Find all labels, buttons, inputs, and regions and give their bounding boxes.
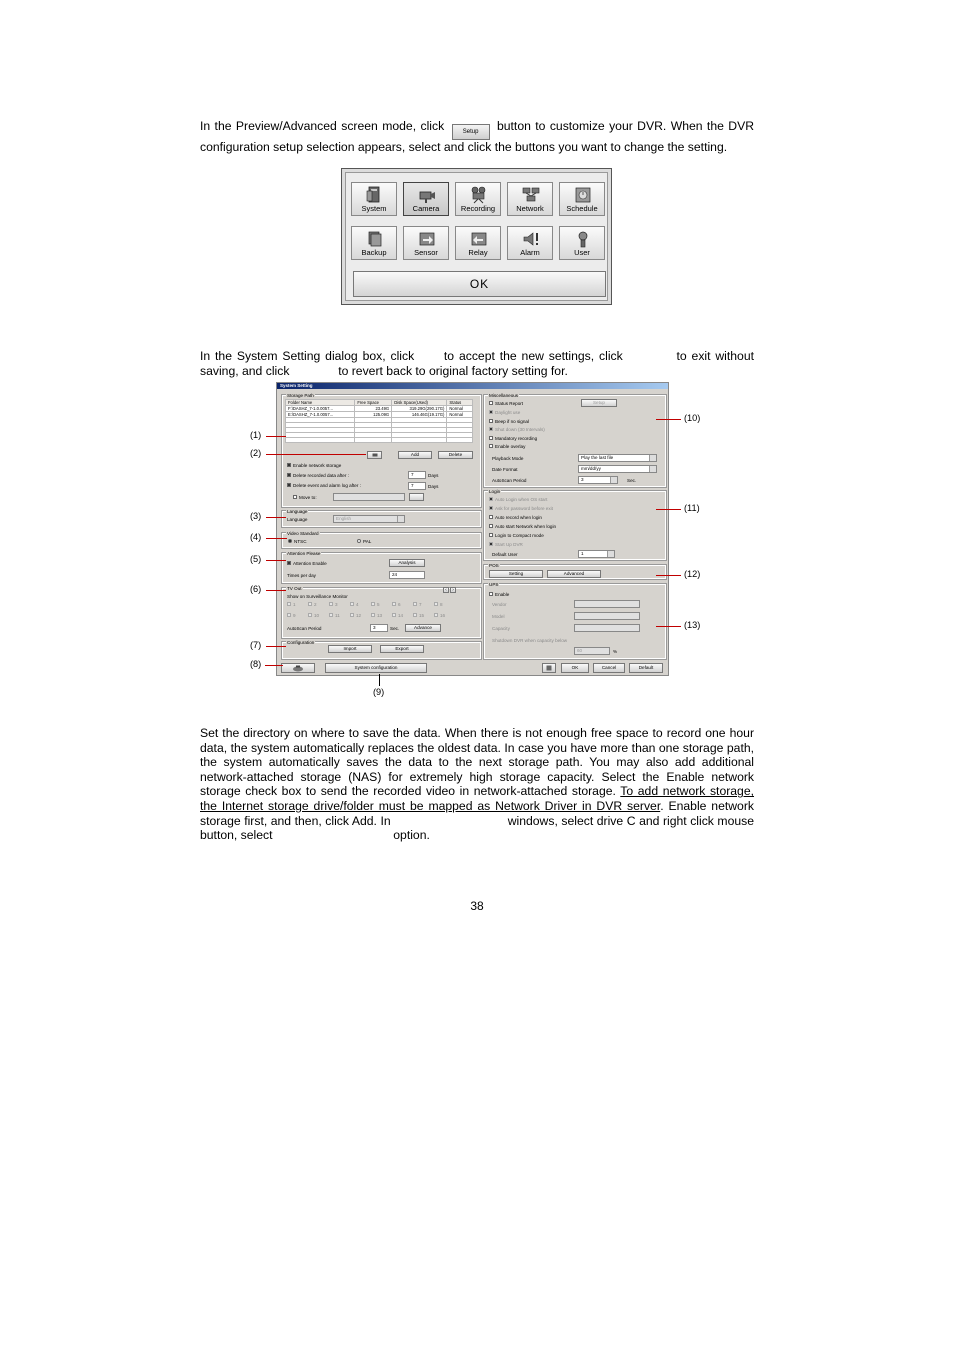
system-icon — [366, 186, 384, 204]
usb-button[interactable] — [281, 663, 315, 673]
pos-title: POS — [489, 563, 499, 568]
default-user-label: Default User — [492, 552, 518, 557]
days-unit-2: Days — [428, 484, 439, 489]
callout-line-2 — [266, 454, 366, 455]
delete-button[interactable]: Delete — [438, 451, 473, 459]
intro-text-1: In the Preview/Advanced screen mode, click — [200, 119, 445, 133]
video-standard-title: Video Standard — [287, 531, 319, 536]
channel-3-checkbox[interactable] — [329, 602, 333, 606]
default-user-value: 1 — [581, 551, 584, 556]
network-button[interactable] — [507, 182, 553, 216]
dialog-title-bar: System Setting — [277, 383, 668, 389]
tv-autoscan-input[interactable]: 3 — [370, 624, 388, 632]
delete-event-checkbox[interactable] — [287, 483, 291, 487]
callout-line-7 — [266, 646, 286, 647]
channel-label: 5 — [377, 602, 380, 607]
delete-recorded-days-input[interactable]: 7 — [408, 471, 426, 479]
alarm-button[interactable] — [507, 226, 553, 260]
sensor-label: Sensor — [414, 248, 438, 257]
delete-event-days-input[interactable]: 7 — [408, 482, 426, 490]
recording-icon — [470, 186, 488, 204]
compact-mode-checkbox[interactable] — [489, 533, 493, 537]
tv-out-prev-button[interactable] — [443, 587, 449, 593]
attention-group — [282, 553, 481, 583]
callout-line-6 — [266, 590, 286, 591]
misc-autoscan-label: AutoScan Period — [492, 478, 527, 483]
callout-11: (11) — [684, 503, 700, 513]
add-button[interactable]: Add — [398, 451, 432, 459]
user-button[interactable] — [559, 226, 605, 260]
ups-shutdown-label: Shutdown DVR when capacity below — [492, 638, 568, 643]
channel-11-checkbox[interactable] — [329, 613, 333, 617]
days-unit-1: Days — [428, 473, 439, 478]
ups-title: UPS — [489, 582, 499, 587]
enable-network-storage-label: Enable network storage — [293, 463, 342, 468]
login-title: Login — [489, 489, 501, 494]
delete-event-label: Delete event and alarm log after : — [293, 483, 361, 488]
system-text-1: In the System Setting dialog box, click — [200, 349, 415, 363]
video-standard-group — [282, 533, 481, 548]
status-cell: Normal — [447, 412, 473, 418]
attention-title: Attention Please — [287, 551, 321, 556]
channel-label: 2 — [314, 602, 317, 607]
auto-login-checkbox[interactable] — [489, 497, 493, 501]
col-folder-name: Folder Name — [286, 400, 355, 406]
daylight-label: Daylight use — [495, 410, 521, 415]
enable-overlay-label: Enable overlay — [495, 444, 526, 449]
pal-label: PAL — [363, 539, 372, 544]
network-drive-button[interactable] — [367, 451, 382, 459]
channel-label: 10 — [314, 613, 320, 618]
intro-paragraph — [200, 119, 754, 155]
date-format-label: Date Format — [492, 467, 518, 472]
storage-path-table[interactable] — [285, 399, 473, 443]
times-per-day-label: Times per day — [287, 573, 316, 578]
callout-5: (5) — [250, 554, 262, 564]
show-monitor-label: Show on Surveillance Monitor — [287, 594, 348, 599]
import-button[interactable]: Import — [328, 645, 372, 653]
misc-autoscan-sec: Sec. — [627, 478, 637, 483]
disk-space-cell: 319.29G(290.17G) — [392, 406, 447, 412]
channel-label: 15 — [419, 613, 425, 618]
setup-inline-button — [452, 124, 490, 140]
channel-label: 14 — [398, 613, 404, 618]
page-number: 38 — [470, 899, 484, 913]
callout-10: (10) — [684, 413, 701, 423]
intro-text-2: button to customize your DVR. When the DVR configuration setup selection appears, select and click the buttons you want to change the setting. — [200, 119, 754, 154]
auto-login-label: Auto Login when OS start — [495, 497, 548, 502]
system-configuration-button[interactable]: System configuration — [325, 663, 427, 673]
sensor-button[interactable] — [403, 226, 449, 260]
free-space-cell: 125.09G — [355, 412, 392, 418]
relay-icon — [470, 230, 488, 248]
enable-overlay-checkbox[interactable] — [489, 444, 493, 448]
camera-icon — [418, 186, 436, 204]
delete-recorded-checkbox[interactable] — [287, 473, 291, 477]
callout-9: (9) — [373, 687, 385, 697]
move-to-browse-button[interactable] — [409, 493, 424, 501]
ups-shutdown-input[interactable]: 60 — [574, 647, 610, 655]
callout-line-4 — [266, 538, 287, 539]
channel-8-checkbox[interactable] — [434, 602, 438, 606]
disk-space-cell: 146.46G(19.17G) — [392, 412, 447, 418]
language-title: Language — [287, 509, 308, 514]
callout-line-1 — [266, 436, 286, 437]
table-row — [286, 438, 473, 443]
channel-label: 9 — [293, 613, 296, 618]
ups-vendor-label: Vendor — [492, 602, 507, 607]
beep-no-signal-checkbox[interactable] — [489, 419, 493, 423]
language-value: English — [336, 516, 352, 521]
move-to-checkbox[interactable] — [293, 495, 297, 499]
ntsc-label: NTSC — [294, 539, 307, 544]
shutdown-label: Shut down (30 Intervals) — [495, 427, 545, 432]
move-to-path-input[interactable] — [333, 493, 405, 501]
folder-name-cell: F:\DASHZ_7-1.0.0057... — [286, 406, 355, 412]
pal-radio[interactable] — [357, 539, 361, 543]
callout-6: (6) — [250, 584, 262, 594]
channel-label: 1 — [293, 602, 296, 607]
callout-line-11 — [656, 509, 681, 510]
backup-button[interactable] — [351, 226, 397, 260]
channel-12-checkbox[interactable] — [350, 613, 354, 617]
callout-line-8 — [265, 665, 283, 666]
channel-label: 6 — [398, 602, 401, 607]
storage-paragraph — [200, 726, 754, 843]
export-button[interactable]: Export — [380, 645, 424, 653]
ups-model-label: Model — [492, 614, 505, 619]
callout-3: (3) — [250, 511, 262, 521]
storage-underlined-text: To add network storage, the Internet storage drive/folder must be mapped as Network Driver in DVR server — [200, 784, 755, 813]
misc-setup-button[interactable]: Setup — [581, 399, 617, 407]
callout-line-9 — [379, 674, 380, 686]
tv-out-next-button[interactable] — [450, 587, 456, 593]
ups-vendor-input[interactable] — [574, 600, 640, 608]
channel-label: 11 — [335, 613, 340, 618]
channel-16-checkbox[interactable] — [434, 613, 438, 617]
setup-inline-label: Setup — [462, 129, 479, 135]
shutdown-checkbox[interactable] — [489, 427, 493, 431]
channel-label: 12 — [356, 613, 362, 618]
callout-12: (12) — [684, 569, 701, 579]
dvr-config-panel — [341, 168, 612, 305]
callout-1: (1) — [250, 430, 262, 440]
compact-mode-label: Login to Compact mode — [495, 533, 544, 538]
channel-15-checkbox[interactable] — [413, 613, 417, 617]
callout-7: (7) — [250, 640, 262, 650]
relay-button[interactable] — [455, 226, 501, 260]
help-book-icon — [546, 665, 552, 671]
channel-14-checkbox[interactable] — [392, 613, 396, 617]
network-label: Network — [516, 204, 544, 213]
date-format-value: mm/dd/yy — [581, 466, 601, 471]
delete-recorded-label: Delete recorded data after : — [293, 473, 349, 478]
ups-capacity-input[interactable] — [574, 624, 640, 632]
enable-network-storage-checkbox[interactable] — [287, 463, 291, 467]
channel-label: 16 — [440, 613, 446, 618]
callout-13: (13) — [684, 620, 701, 630]
status-report-label: Status Report — [495, 401, 524, 406]
channel-label: 7 — [419, 602, 422, 607]
attention-enable-label: Attention Enable — [293, 561, 327, 566]
beep-no-signal-label: Beep if no signal — [495, 419, 529, 424]
channel-7-checkbox[interactable] — [413, 602, 417, 606]
network-drive-icon — [372, 453, 378, 458]
relay-label: Relay — [468, 248, 488, 257]
sensor-icon — [418, 230, 436, 248]
user-label: User — [574, 248, 590, 257]
callout-8: (8) — [250, 659, 262, 669]
auto-record-label: Auto record when login — [495, 515, 542, 520]
usb-device-icon — [292, 665, 304, 672]
system-text-3: to exit without saving, and click — [200, 349, 754, 378]
callout-line-5 — [266, 560, 286, 561]
channel-1-checkbox[interactable] — [287, 602, 291, 606]
miscellaneous-title: Miscellaneous — [489, 393, 519, 398]
ups-percent: % — [613, 649, 618, 654]
channel-label: 8 — [440, 602, 443, 607]
storage-text-4: option. — [393, 828, 430, 843]
date-format-select[interactable] — [578, 465, 657, 473]
callout-line-10 — [656, 419, 681, 420]
system-text-2: to accept the new settings, click — [443, 349, 623, 363]
times-per-day-input[interactable]: 24 — [389, 571, 425, 579]
channel-2-checkbox[interactable] — [308, 602, 312, 606]
auto-record-checkbox[interactable] — [489, 515, 493, 519]
camera-button[interactable] — [403, 182, 449, 216]
system-setting-dialog — [276, 382, 669, 676]
config-panel-inner — [345, 172, 608, 301]
col-disk-space: Disk Space(Used) — [392, 400, 447, 406]
ups-capacity-label: Capacity — [492, 626, 510, 631]
analysis-button[interactable]: Analysis — [389, 559, 425, 567]
camera-label: Camera — [412, 204, 440, 213]
network-icon — [522, 186, 540, 204]
channel-5-checkbox[interactable] — [371, 602, 375, 606]
move-to-label: Move to: — [299, 495, 317, 500]
col-free-space: Free Space — [355, 400, 392, 406]
chevron-down-icon — [607, 551, 614, 557]
playback-mode-select[interactable] — [578, 454, 657, 462]
schedule-button[interactable] — [559, 182, 605, 216]
ups-enable-checkbox[interactable] — [489, 592, 493, 596]
recording-button[interactable] — [455, 182, 501, 216]
spinner-icon — [610, 477, 617, 483]
channel-13-checkbox[interactable] — [371, 613, 375, 617]
folder-name-cell: E:\DASHZ_7-1.0.0057... — [286, 412, 355, 418]
backup-icon — [366, 230, 384, 248]
daylight-checkbox[interactable] — [489, 410, 493, 414]
auto-network-checkbox[interactable] — [489, 524, 493, 528]
chevron-down-icon — [649, 466, 656, 472]
start-up-dvr-checkbox[interactable] — [489, 542, 493, 546]
channel-label: 3 — [335, 602, 338, 607]
schedule-icon — [574, 186, 592, 204]
misc-autoscan-input[interactable] — [578, 476, 618, 484]
ok-button[interactable]: OK — [561, 663, 589, 673]
chevron-right-icon: › — [452, 587, 454, 592]
pos-setting-button[interactable]: Setting — [489, 570, 543, 578]
system-text-4: to revert back to original factory setting for. — [338, 363, 568, 378]
status-report-checkbox[interactable] — [489, 401, 493, 405]
ups-model-input[interactable] — [574, 612, 640, 620]
mandatory-recording-checkbox[interactable] — [489, 436, 493, 440]
chevron-left-icon: ‹ — [445, 587, 447, 592]
storage-text-2: . Enable network storage first, and then, click Add. In — [200, 798, 754, 828]
channel-label: 13 — [377, 613, 383, 618]
tv-advance-button[interactable]: Advance — [405, 624, 441, 632]
backup-label: Backup — [361, 248, 387, 257]
tv-autoscan-label: AutoScan Period — [287, 626, 322, 631]
recording-label: Recording — [460, 204, 496, 213]
alarm-label: Alarm — [520, 248, 540, 257]
alarm-icon — [522, 230, 540, 248]
callout-line-12 — [656, 575, 681, 576]
callout-2: (2) — [250, 448, 262, 458]
channel-9-checkbox[interactable] — [287, 613, 291, 617]
status-cell: Normal — [447, 406, 473, 412]
channel-6-checkbox[interactable] — [392, 602, 396, 606]
storage-text-1: Set the directory on where to save the data. When there is not enough free space to record one hour data, the system automatically replaces the oldest data. In case you have more than one storage path, the system automatically saves the data to the next storage path. You may also add additional network-attached storage (NAS) for extremely high storage capacity. Select the Enable network storage check box to send the recorded video in network-attached storage. — [200, 726, 754, 799]
system-setting-paragraph — [200, 349, 754, 378]
start-up-dvr-label: Start Up DVR — [495, 542, 523, 547]
tv-autoscan-sec: Sec. — [390, 626, 400, 631]
ups-enable-label: Enable — [495, 592, 510, 597]
playback-mode-value: Play the last file — [581, 455, 614, 460]
col-status: Status — [447, 400, 473, 406]
callout-line-13 — [656, 626, 681, 627]
config-ok-button[interactable]: OK — [353, 271, 606, 297]
pos-advanced-button[interactable]: Advanced — [547, 570, 601, 578]
default-button[interactable]: Default — [629, 663, 663, 673]
auto-network-label: Auto start Network when login — [495, 524, 557, 529]
misc-autoscan-value: 3 — [581, 477, 584, 482]
system-label: System — [361, 204, 387, 213]
attention-enable-checkbox[interactable] — [287, 561, 291, 565]
callout-4: (4) — [250, 532, 262, 542]
ask-password-checkbox[interactable] — [489, 506, 493, 510]
schedule-label: Schedule — [566, 204, 598, 213]
channel-label: 4 — [356, 602, 359, 607]
playback-mode-label: Playback Mode — [492, 456, 524, 461]
chevron-down-icon — [649, 455, 656, 461]
tv-out-title: TV Out — [287, 586, 302, 591]
cancel-button[interactable]: Cancel — [593, 663, 625, 673]
callout-line-3 — [266, 517, 286, 518]
ask-password-label: Ask for password before exit — [495, 506, 553, 511]
ntsc-radio[interactable] — [288, 539, 292, 543]
help-button[interactable] — [542, 663, 556, 673]
miscellaneous-group — [484, 395, 666, 487]
channel-4-checkbox[interactable] — [350, 602, 354, 606]
storage-text-3: windows, select drive C and right click mouse button, select — [200, 813, 755, 843]
free-space-cell: 23.49G — [355, 406, 392, 412]
chevron-down-icon — [397, 516, 404, 522]
language-select[interactable] — [333, 515, 405, 523]
channel-10-checkbox[interactable] — [308, 613, 312, 617]
storage-path-title: Storage Path — [287, 393, 314, 398]
user-icon — [574, 230, 592, 248]
default-user-select[interactable] — [578, 550, 615, 558]
mandatory-recording-label: Mandatory recording — [495, 436, 538, 441]
language-label: Language — [287, 517, 308, 522]
system-button[interactable] — [351, 182, 397, 216]
configuration-title: Configuration — [287, 640, 315, 645]
